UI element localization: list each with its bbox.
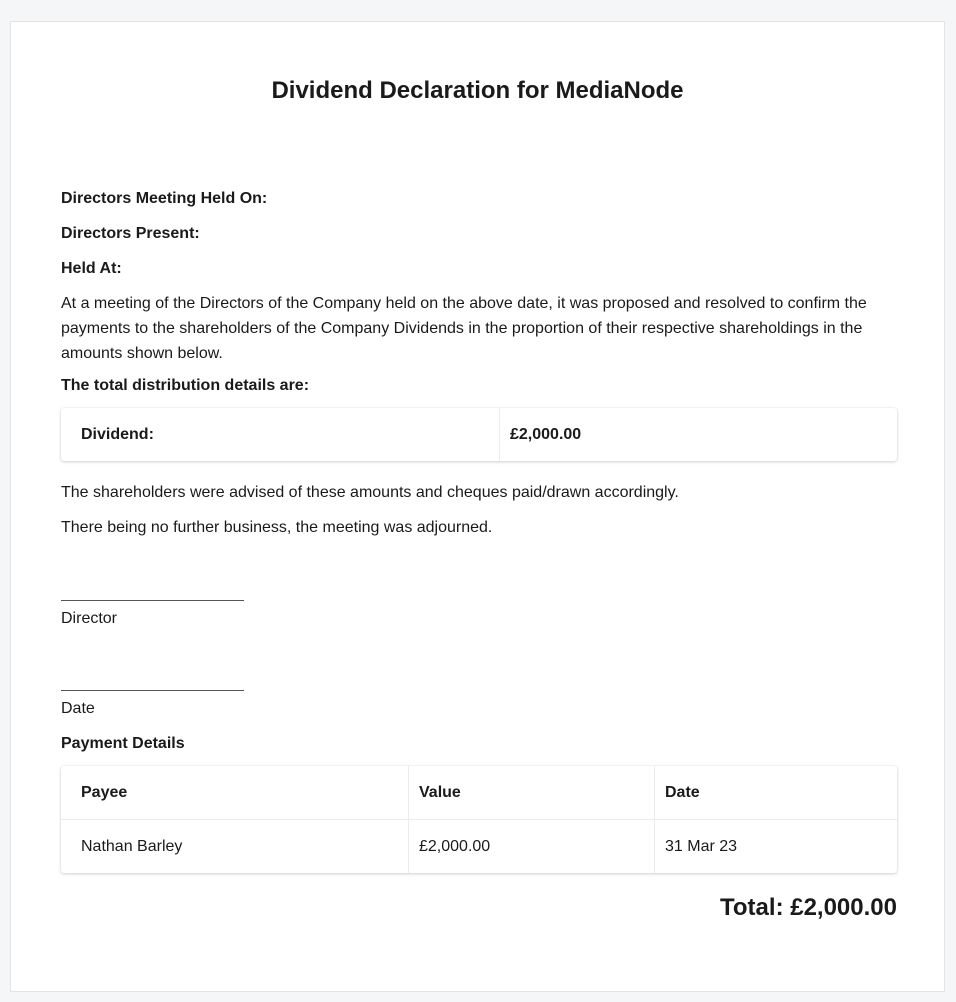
dividend-label: Dividend:	[81, 425, 154, 443]
dividend-value: £2,000.00	[500, 408, 898, 461]
payment-details-heading: Payment Details	[61, 735, 185, 752]
column-header-value: Value	[409, 766, 655, 820]
payee-cell: Nathan Barley	[81, 837, 183, 855]
meeting-held-on-label: Directors Meeting Held On:	[61, 190, 268, 207]
total-amount: Total: £2,000.00	[720, 894, 897, 921]
director-signature-line	[61, 600, 244, 601]
date-signature-label: Date	[61, 700, 95, 717]
document-page	[10, 21, 945, 992]
resolution-text: At a meeting of the Directors of the Company held on the above date, it was proposed and resolved to confirm the payments to the shareholders of the Company Dividends in the proportion of their respective shareholdings in the amounts shown below.	[61, 295, 867, 362]
payment-table	[61, 766, 897, 873]
date-signature-line	[61, 690, 244, 691]
director-signature-label: Director	[61, 610, 118, 627]
table-row	[61, 820, 897, 874]
value-cell: £2,000.00	[409, 820, 655, 874]
payment-table-header	[61, 766, 897, 820]
column-header-date: Date	[655, 766, 898, 820]
held-at-label: Held At:	[61, 260, 122, 277]
column-header-payee: Payee	[61, 766, 409, 820]
advised-text: The shareholders were advised of these amounts and cheques paid/drawn accordingly.	[61, 484, 679, 501]
dividend-row	[61, 408, 897, 461]
directors-present-label: Directors Present:	[61, 225, 200, 242]
date-cell: 31 Mar 23	[655, 820, 898, 874]
distribution-heading: The total distribution details are:	[61, 377, 310, 394]
document-title: Dividend Declaration for MediaNode	[271, 77, 684, 104]
document-body	[61, 189, 897, 922]
dividend-table	[61, 408, 897, 461]
adjourned-text: There being no further business, the meeting was adjourned.	[61, 519, 493, 536]
